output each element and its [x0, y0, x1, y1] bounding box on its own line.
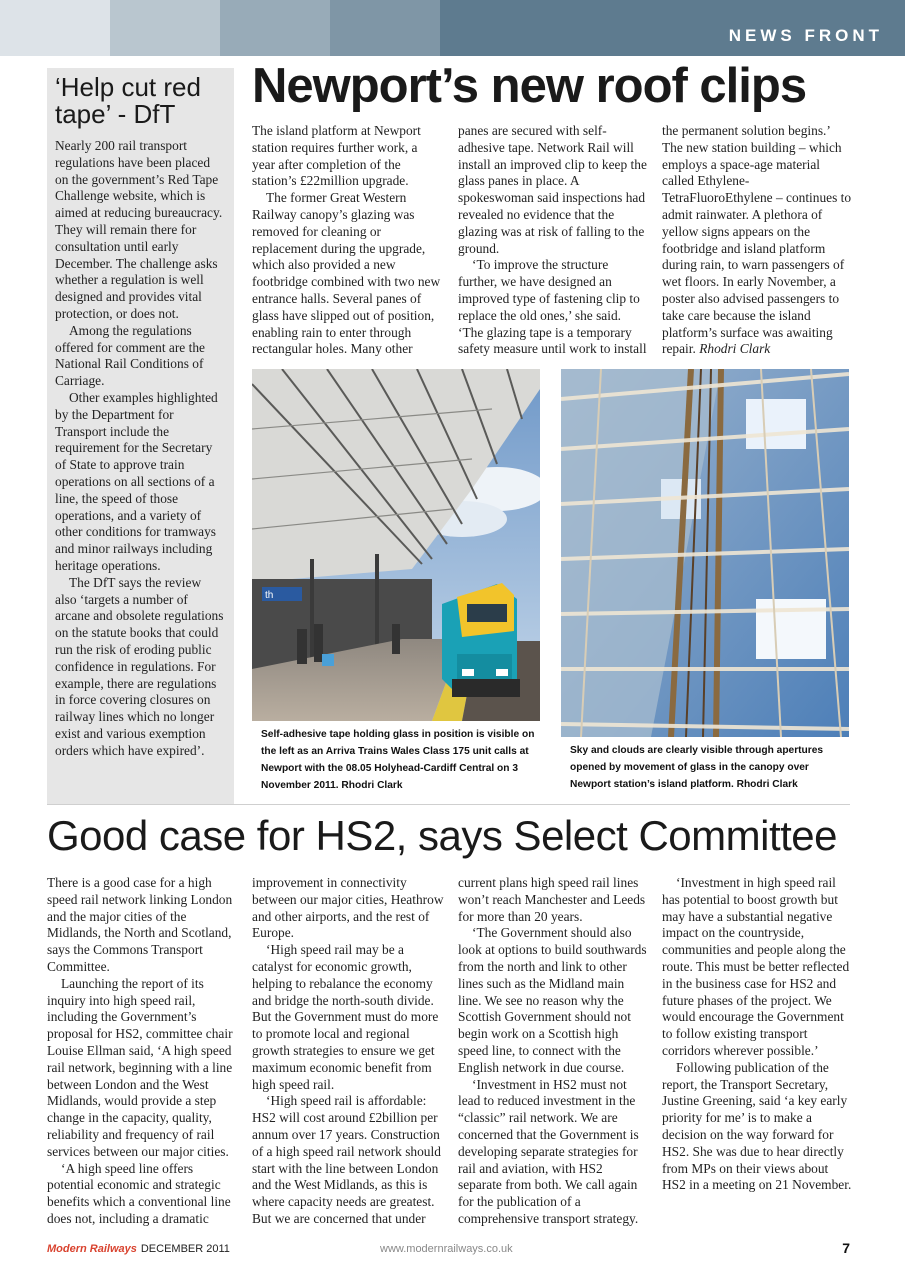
sidebar-paragraph: Nearly 200 rail transport regulations have been placed on the government’s Red Tape Challenge website, which is aimed at reducing bureaucracy. They will remain there for consultation until early December. The challenge asks whether a regulation is well designed and provides vital protection, or does not. — [55, 138, 223, 321]
article-paragraph: Following publication of the report, the Transport Secretary, Justine Greening, said ‘a key early priority for me’ is to make a decision on the way forward for HS2. She was due to hear directly from MPs on their views about HS2 in a meeting on 21 November. — [662, 1059, 852, 1193]
section-label: NEWS FRONT — [728, 26, 883, 45]
article2-column-2 — [252, 875, 444, 1228]
article-paragraph: ‘A high speed line offers potential economic and strategic benefits which a conventional line does not, including a dramatic — [47, 1160, 231, 1226]
photo-platform-train — [252, 369, 540, 721]
article-paragraph: The former Great Western Railway canopy’s glazing was removed for cleaning or replacement during the upgrade, which also provided a new footbridge combined with two new entrance halls. Several panes of glass have slipped out of position, enabling rain to enter through rectangular holes. Many other — [252, 190, 441, 357]
article-paragraph: current plans high speed rail lines won’t reach Manchester and Leeds for more than 20 years. — [458, 875, 646, 924]
article-byline: Rhodri Clark — [699, 341, 771, 357]
article2-headline: Good case for HS2, says Select Committee — [47, 812, 837, 859]
photo-canopy-glazing — [561, 369, 849, 737]
article-paragraph — [662, 123, 852, 358]
article2-column-1 — [47, 875, 237, 1228]
photo-caption: Sky and clouds are clearly visible through apertures opened by movement of glass in the canopy over Newport station’s island platform. Rhodri Clark — [570, 745, 824, 790]
page-number: 7 — [842, 1240, 850, 1256]
header-block — [0, 0, 110, 56]
section-divider — [47, 804, 850, 805]
station-sign-text: th — [265, 590, 274, 601]
issue-date: DECEMBER 2011 — [140, 1243, 230, 1255]
article-paragraph: The island platform at Newport station requires further work, a year after completion of the station’s £22million upgrade. — [252, 123, 421, 189]
canopy-glazing-illustration — [561, 369, 849, 737]
article-paragraph: ‘High speed rail is affordable: HS2 will cost around £2billion per annum over 17 years. Construction of a high speed rail network should start with the line between London and the West Midlands, as this is where capacity needs are greatest. But we are concerned that under — [252, 1093, 441, 1226]
article-paragraph: panes are secured with self-adhesive tape. Network Rail will install an improved clip to keep the glass panes in place. A spokeswoman said inspections had revealed no evidence that the glazing was at risk of falling to the ground. — [458, 123, 647, 256]
website-url: www.modernrailways.co.uk — [380, 1243, 513, 1255]
article-paragraph: ‘High speed rail may be a catalyst for economic growth, helping to rebalance the economy and bridge the north-south divide. But the Government must do more to promote local and regional growth strategies to ensure we get maximum economic benefit from high speed rail. — [252, 942, 439, 1092]
article1-column-1 — [252, 123, 442, 358]
header-block — [440, 0, 905, 56]
article-paragraph-text: the permanent solution begins.’ The new station building – which employs a space-age material called Ethylene-TetraFluoroEthylene – continues to admit rainwater. A plethora of yellow signs appears on the footbridge and island platform during rain, to warn passengers of wet floors. In early November, a poster also advised passengers to take care because the island platform’s surface was awaiting repair. — [662, 123, 852, 357]
article-paragraph: ‘Investment in high speed rail has potential to boost growth but may have a substantial negative impact on the countryside, communities and people along the route. This must be better reflected in the business case for HS2 and future phases of the project. We would encourage the Government to follow existing transport corridors wherever possible.’ — [662, 875, 850, 1058]
page-footer — [47, 1240, 850, 1260]
article-paragraph: Launching the report of its inquiry into high speed rail, including the Government’s proposal for HS2, committee chair Louise Ellman said, ‘A high speed rail network, beginning with a line between London and the West Midlands, would provide a step change in the capacity, quality, reliability and frequency of rail services between our major cities. — [47, 975, 233, 1159]
article-paragraph: ‘The Government should also look at options to build southwards from the north and link to other lines such as the Midland main line. We see no reason why the Scottish Government should not begin work on a Scottish high speed line, to connect with the English network in due course. — [458, 925, 647, 1075]
article-paragraph: There is a good case for a high speed rail network linking London and the major cities of the Midlands, the North and Scotland, says the Commons Transport Committee. — [47, 875, 233, 974]
article1-headline: Newport’s new roof clips — [252, 59, 807, 113]
header-block — [330, 0, 440, 56]
article-paragraph: improvement in connectivity between our major cities, Heathrow and other airports, and the rest of Europe. — [252, 875, 444, 941]
photo-caption: Self-adhesive tape holding glass in position is visible on the left as an Arriva Trains Wales Class 175 unit calls at Newport with the 08.05 Holyhead-Cardiff Central on 3 November 2011. Rhodri Clark — [261, 729, 535, 791]
article-paragraph: ‘To improve the structure further, we have designed an improved type of fastening clip to replace the old ones,’ she said. ‘The glazing tape is a temporary safety measure until work to install — [458, 257, 647, 357]
section-header-bar — [0, 0, 905, 56]
header-block — [220, 0, 330, 56]
sidebar-paragraph: The DfT says the review also ‘targets a number of arcane and obsolete regulations on the statute books that could run the risk of eroding public confidence in regulations. For example, there are regulations in force covering closures on railway lines which no longer exist and various exemption orders which have expired’. — [55, 574, 224, 758]
platform-train-illustration — [252, 369, 540, 721]
header-block — [110, 0, 220, 56]
publication-line — [47, 1243, 230, 1255]
article2-column-4 — [662, 875, 852, 1194]
sidebar-title: ‘Help cut red tape’ - DfT — [55, 72, 201, 129]
sidebar-paragraph: Other examples highlighted by the Department for Transport include the requirement for the Secretary of State to approve train operations on all sections of a line, the speed of those operations, and a variety of other conditions for tramways and minor railways including heritage operations. — [55, 389, 218, 573]
magazine-name: Modern Railways — [47, 1243, 137, 1255]
article1-column-2 — [458, 123, 648, 358]
article2-column-3 — [458, 875, 648, 1228]
article-paragraph: ‘Investment in HS2 must not lead to reduced investment in the “classic” rail network. We are concerned that the Government is developing separate strategies for rail and aviation, with HS2 separate from both. We call again for the publication of a comprehensive transport strategy. — [458, 1076, 639, 1226]
article1-column-3 — [662, 123, 852, 358]
sidebar-paragraph: Among the regulations offered for comment are the National Rail Conditions of Carriage. — [55, 322, 205, 389]
sidebar-box — [47, 68, 234, 804]
